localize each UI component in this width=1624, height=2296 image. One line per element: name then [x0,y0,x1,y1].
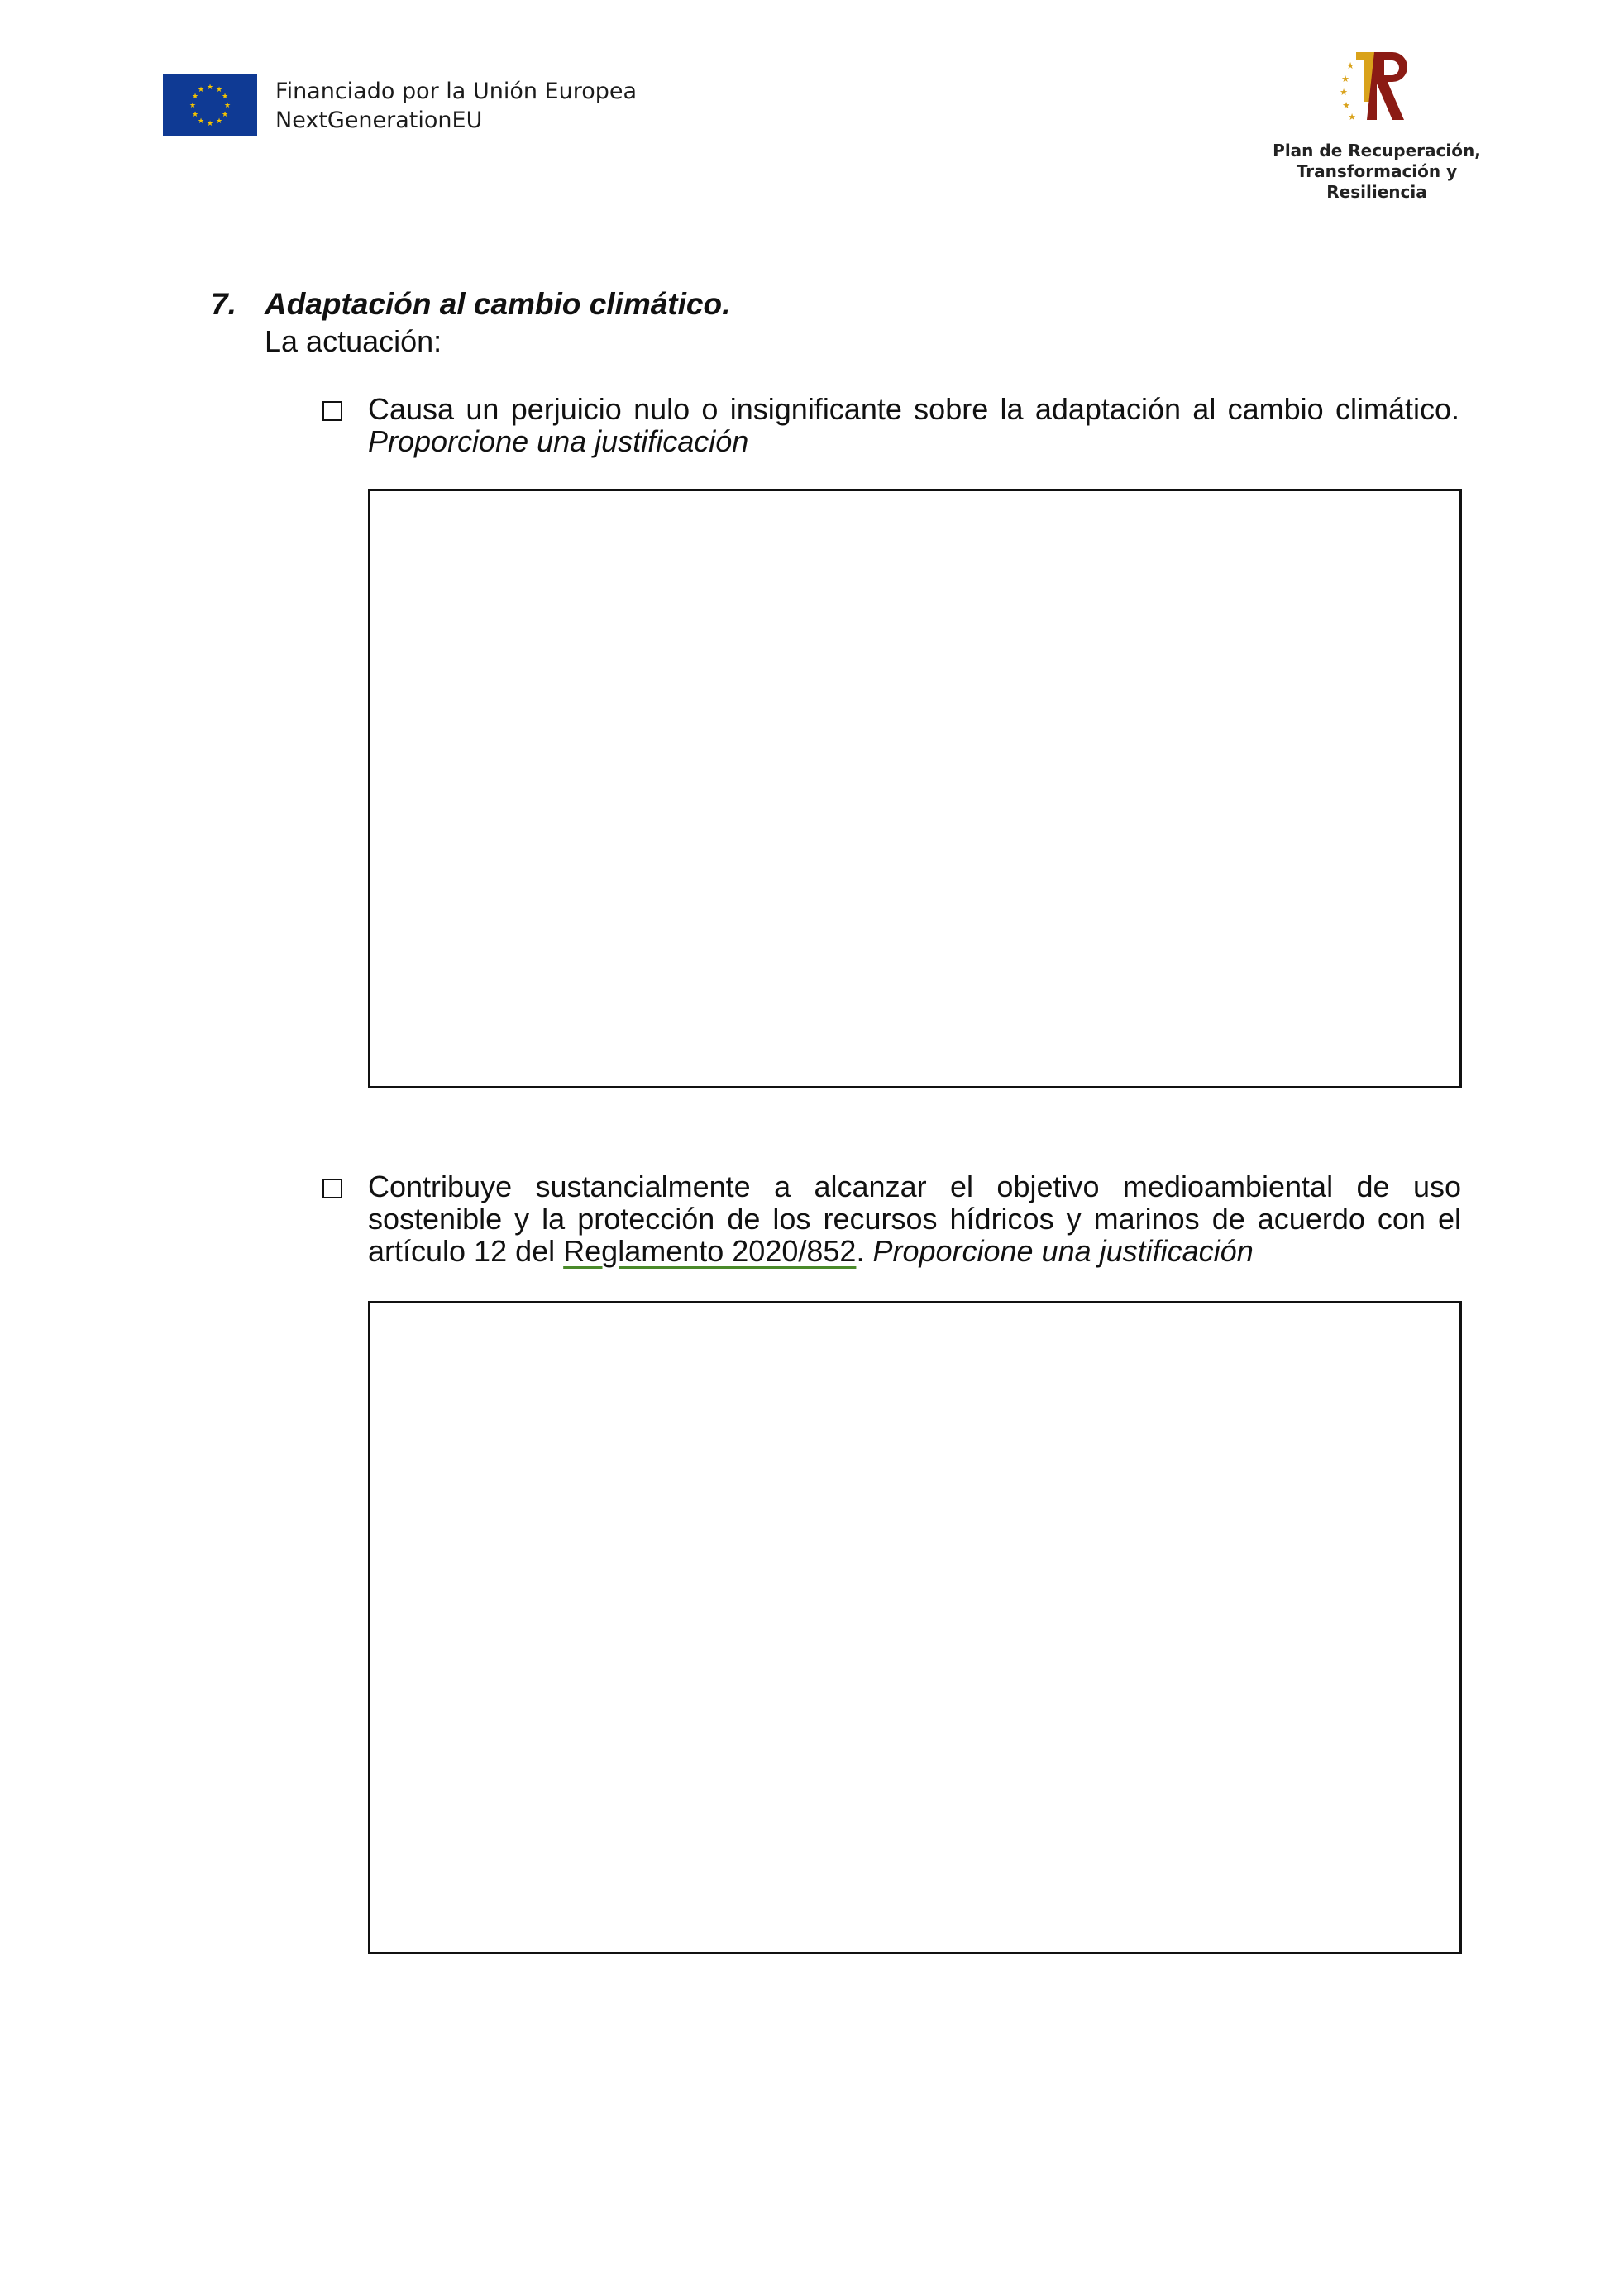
svg-text:★: ★ [206,84,214,92]
prtr-line3: Resiliencia [1326,182,1427,202]
option-2-statement-end: . [856,1234,873,1268]
svg-text:★: ★ [221,111,229,119]
prtr-line1: Plan de Recuperación, [1273,141,1481,160]
svg-text:★: ★ [189,102,197,110]
option-1-checkbox[interactable] [322,401,342,421]
svg-text:★: ★ [1348,112,1356,122]
option-1-statement: Causa un perjuicio nulo o insignificante sobre la adaptación al cambio climático. [368,392,1459,426]
prtr-logo-icon [1265,45,1488,128]
svg-text:★: ★ [221,93,229,101]
regulation-link[interactable]: Reglamento 2020/852 [563,1234,857,1268]
svg-text:★: ★ [1340,87,1348,98]
option-1-answer-box[interactable] [368,489,1462,1088]
prtr-line2: Transformación y [1296,161,1458,181]
eu-funding-text [275,77,637,135]
option-2-statement: Contribuye sustancialmente a alcanzar el objetivo medioambiental de uso sostenible y la protección de los recursos hídricos y marinos de acuerdo con el artículo 12 del [368,1170,1461,1268]
option-1-text [368,393,1459,457]
prtr-logo-block [1265,45,1488,203]
svg-text:★: ★ [197,86,205,94]
option-2-answer-box[interactable] [368,1301,1462,1954]
svg-text:★: ★ [1342,100,1350,111]
eu-funding-line2: NextGenerationEU [275,107,483,133]
option-2-text [368,1170,1461,1267]
eu-flag-icon [163,74,257,136]
svg-text:★: ★ [206,120,214,128]
eu-funding-logo [163,74,637,136]
svg-text:★: ★ [215,86,223,94]
section-intro: La actuación: [265,324,442,358]
section-title: Adaptación al cambio climático. [265,287,731,321]
svg-text:★: ★ [197,117,205,126]
option-2-justification-prompt: Proporcione una justificación [872,1234,1254,1268]
prtr-text [1265,141,1488,203]
eu-funding-line1: Financiado por la Unión Europea [275,78,638,104]
option-2-answer-field[interactable] [370,1303,1459,1952]
svg-text:★: ★ [1346,60,1354,71]
option-1-justification-prompt: Proporcione una justificación [368,424,749,458]
svg-text:★: ★ [191,111,199,119]
option-1-answer-field[interactable] [370,491,1459,1086]
svg-text:★: ★ [191,93,199,101]
option-2-checkbox[interactable] [322,1179,342,1198]
svg-text:★: ★ [1341,74,1349,84]
section-number: 7. [211,287,236,321]
svg-text:★: ★ [215,117,223,126]
svg-text:★: ★ [223,102,232,110]
